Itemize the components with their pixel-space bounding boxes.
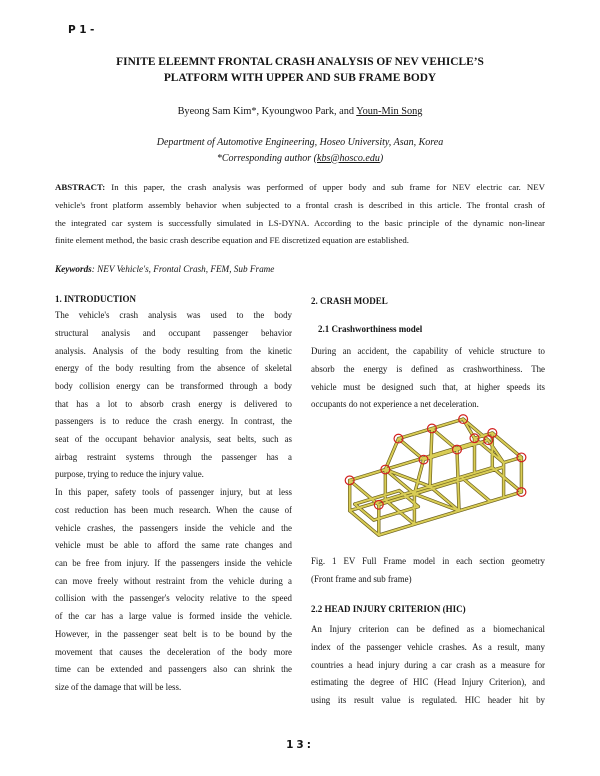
text-line: In this paper, safety tools of passenger injury, but at less	[55, 487, 292, 498]
section-heading-crash-model: 2. CRASH MODEL	[311, 296, 388, 306]
title-line: PLATFORM WITH UPPER AND SUB FRAME BODY	[163, 72, 437, 84]
figure-caption	[311, 553, 545, 588]
text-line: However, in the passenger seat belt is to be bound by the	[55, 628, 292, 639]
text-line: occupants do not experience a net deceleration.	[311, 399, 479, 410]
abstract-body	[55, 197, 545, 250]
subsection-heading-hic: 2.2 HEAD INJURY CRITERION (HIC)	[311, 604, 466, 615]
intro-paragraph	[55, 484, 292, 696]
keywords-text: : NEV Vehicle's, Frontal Crash, FEM, Sub Frame	[91, 264, 275, 274]
paper-title	[0, 54, 600, 86]
text-line: vehicle must be able to afford the same rate changes and	[55, 540, 292, 551]
text-line: cost reduction has been much research. When the cause of	[55, 504, 292, 515]
crashworthiness-paragraph	[311, 343, 545, 414]
text-line: time can be extended and passengers also can shrink the	[55, 664, 292, 675]
author-line	[0, 104, 600, 120]
text-line: finite element method, the basic crash describe equation and FE discretized equation are established.	[55, 235, 409, 246]
author-names: Byeong Sam Kim*, Kyoungwoo Park, and	[177, 106, 355, 117]
page-label: P1-	[68, 24, 98, 36]
text-line: the integrated car system is successfully simulated in LS-DYNA. According to the basic principle of the dynamic non-linear	[55, 217, 545, 228]
abstract-label: ABSTRACT:	[55, 182, 106, 193]
text-line: seat of the occupant behavior analysis, seat belts, such as	[55, 434, 292, 445]
text-line: energy of the body resulting from the absence of skeletal	[55, 363, 292, 374]
text-line: index of the passenger vehicle crashes. As a result, many	[311, 641, 545, 652]
title-line: FINITE ELEEMNT FRONTAL CRASH ANALYSIS OF NEV VEHICLE’S	[116, 56, 484, 68]
presenting-author-name: Youn-Min Song	[356, 106, 423, 117]
intro-paragraph	[55, 307, 292, 484]
department-line: Department of Automotive Engineering, Hoseo University, Asan, Korea	[156, 137, 444, 148]
abstract	[55, 179, 545, 250]
keywords-label: Keywords	[55, 264, 92, 274]
text-line: of the car has a large value is formed inside the vehicle.	[55, 611, 292, 622]
subsection-heading-crashworthiness: 2.1 Crashworthiness model	[318, 324, 423, 334]
text-line: An Injury criterion can be defined as a biomechanical	[311, 624, 545, 635]
text-line: absorb the energy is defined as crashworthiness. The	[311, 363, 545, 374]
abstract-first-line	[55, 179, 545, 197]
text-line: purpose, trying to reduce the injury value.	[55, 469, 204, 480]
text-line: The vehicle's crash analysis was used to the body	[55, 310, 292, 321]
text-line: airbag restraint systems through the passenger has a	[55, 451, 292, 462]
text-line: can be free from injury. If the passengers inside the vehicle	[55, 557, 292, 568]
text-line: Fig. 1 EV Full Frame model in each section geometry	[311, 556, 545, 567]
text-line: passengers is to reduce the crash energy. In contrast, the	[55, 416, 292, 427]
email-link[interactable]: kbs@hosco.edu	[317, 152, 380, 164]
text-line: During an accident, the capability of vehicle structure to	[311, 346, 545, 357]
section-heading-introduction: 1. INTRODUCTION	[55, 294, 137, 304]
text-line: analysis. Analysis of the body resulting from the kinetic	[55, 345, 292, 356]
text-line: that has a lot to absorb crash energy is delivered to	[55, 398, 292, 409]
corresponding-author-line	[0, 151, 600, 167]
introduction-body	[55, 307, 292, 696]
keywords-line	[55, 261, 274, 279]
text-line: structural analysis and occupant passenger behavior	[55, 327, 292, 338]
text-line: collision with the passenger's velocity relative to the speed	[55, 593, 292, 604]
text-line: size of the damage that will be less.	[55, 681, 182, 692]
page-number: 13:	[286, 739, 314, 751]
text-line: (Front frame and sub frame)	[311, 573, 412, 584]
text-line: vehicle crashes, the passengers inside the vehicle and the	[55, 522, 292, 533]
corresponding-prefix: *Corresponding author (	[216, 152, 318, 164]
affiliation	[0, 135, 600, 166]
vehicle-frame-figure	[343, 412, 528, 542]
text-line: movement that causes the deceleration of the body more	[55, 646, 292, 657]
abstract-text: In this paper, the crash analysis was performed of upper body and sub frame for NEV electric car. NEV	[111, 182, 545, 193]
text-line: vehicle must be designed such that, at higher speeds its	[311, 381, 545, 392]
text-line: vehicle's front platform assembly behavior when subjected to a frontal crash is described in this article. The frontal crash of	[55, 199, 545, 210]
text-line: using its result value is regulated. HIC header hit by	[311, 694, 545, 705]
text-line: estimating the degree of HIC (Head Injury Criterion), and	[311, 677, 545, 688]
corresponding-suffix: )	[379, 152, 384, 164]
text-line: countries a head injury during a car crash as a measure for	[311, 659, 545, 670]
hic-paragraph	[311, 621, 545, 710]
text-line: can move freely without restraint from the vehicle during a	[55, 575, 292, 586]
text-line: body collision energy can be transformed through a body	[55, 380, 292, 391]
